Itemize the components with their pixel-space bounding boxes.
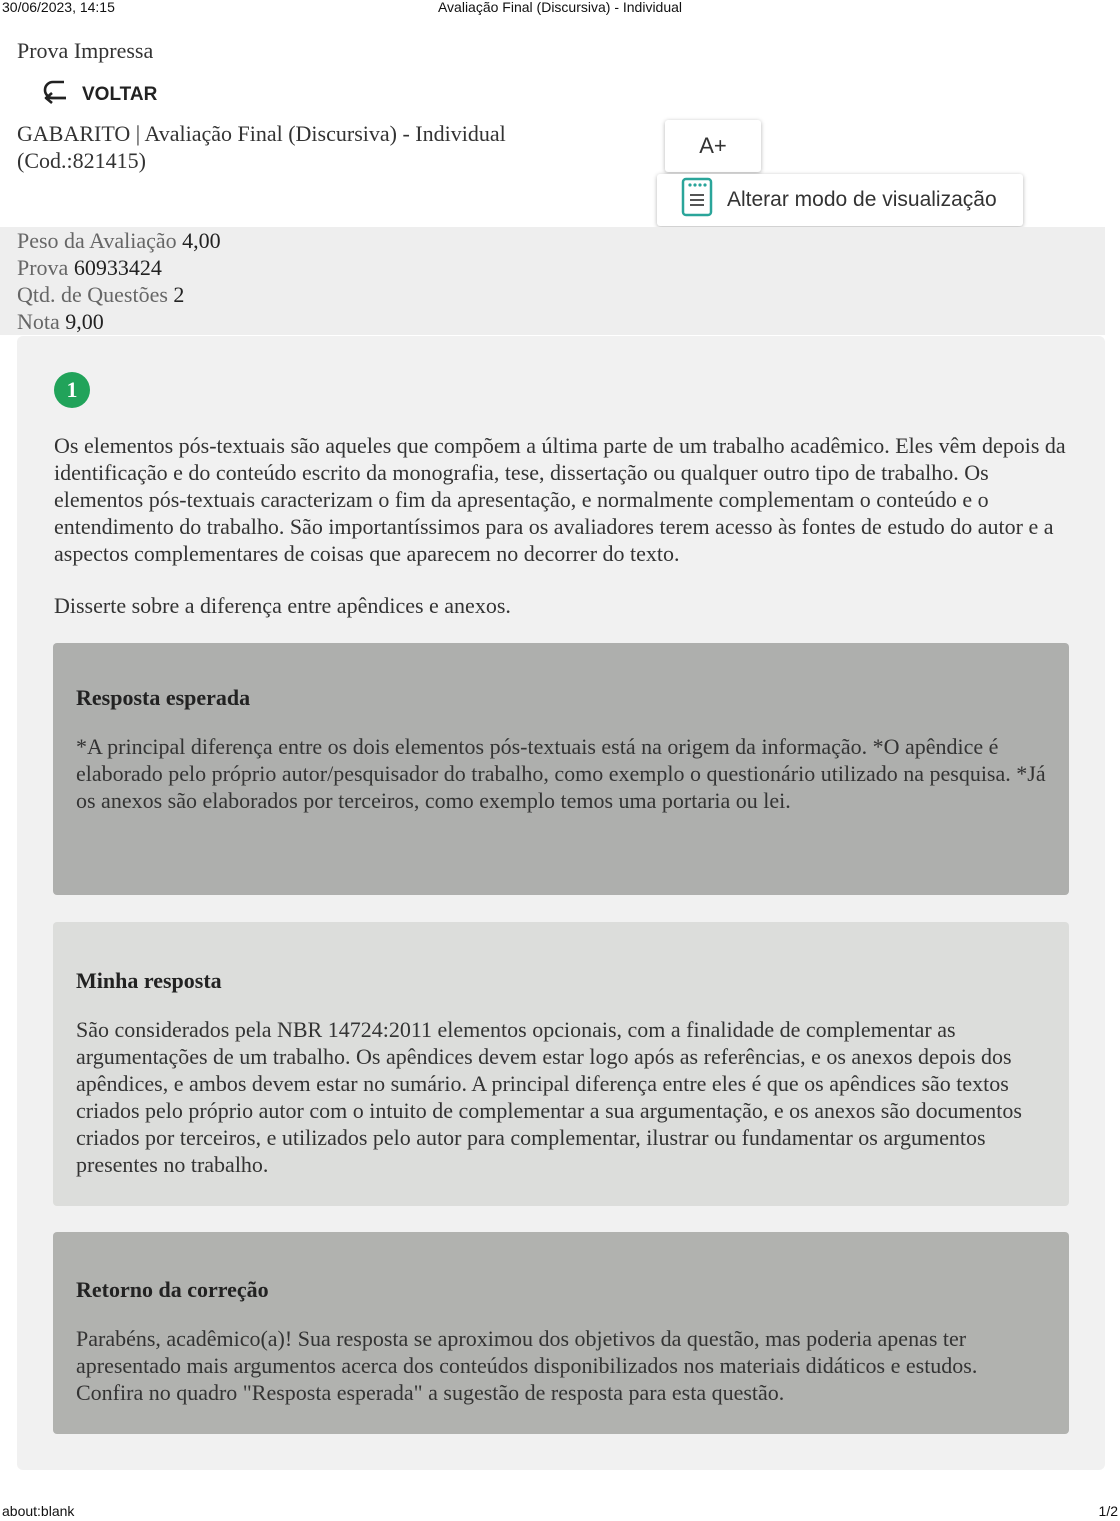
back-button-label: VOLTAR bbox=[82, 84, 158, 105]
info-value: 4,00 bbox=[182, 228, 221, 253]
document-icon bbox=[681, 177, 713, 223]
expected-answer-text: *A principal diferença entre os dois elementos pós-textuais está na origem da informação. *O apêndice é elaborado pelo próprio autor/pesquisador do trabalho, como exemplo o questionário utilizado na pesquisa. *Já os anexos são elaborados por terceiros, como exemplo temos uma portaria ou lei. bbox=[76, 734, 1046, 813]
print-footer bbox=[0, 1501, 1120, 1521]
info-value: 9,00 bbox=[65, 309, 104, 334]
font-increase-button[interactable]: A+ bbox=[665, 120, 761, 172]
info-label: Nota bbox=[17, 309, 60, 334]
exam-info bbox=[17, 227, 221, 335]
my-answer-title: Minha resposta bbox=[76, 968, 222, 993]
back-button[interactable] bbox=[42, 78, 157, 112]
info-value: 60933424 bbox=[73, 255, 162, 280]
info-value: 2 bbox=[173, 282, 185, 307]
my-answer-text: São considerados pela NBR 14724:2011 elementos opcionais, com a finalidade de complementar as argumentações de um trabalho. Os apêndices devem estar logo após as referências, e os anexos depois dos apêndices, e ambos devem estar no sumário. A principal diferença entre eles é que os apêndices são textos criados pelo próprio autor com o intuito de complementar a sua argumentação, e os anexos são documentos criados por terceiros, e utilizados pelo autor para complementar, ilustrar ou fundamentar os argumentos presentes no trabalho. bbox=[76, 1017, 1022, 1177]
info-weight bbox=[17, 227, 221, 254]
question-number-badge: 1 bbox=[54, 372, 90, 408]
page-title: Prova Impressa bbox=[17, 38, 154, 63]
view-mode-button[interactable] bbox=[657, 174, 1023, 226]
question-text: Os elementos pós-textuais são aqueles que compõem a última parte de um trabalho acadêmico. Eles vêm depois da identificação e do conteúdo escrito da monografia, tese, dissertação ou qualquer outro tipo de trabalho. Os elementos pós-textuais caracterizam o fim da apresentação, e normalmente complementam o conteúdo e o entendimento do trabalho. São importantíssimos para os avaliadores terem acesso às fontes de estudo do autor e a aspectos complementares de coisas que aparecem no decorrer do texto. bbox=[54, 433, 1066, 566]
return-arrow-icon bbox=[42, 78, 74, 112]
info-grade bbox=[17, 308, 221, 335]
feedback-title: Retorno da correção bbox=[76, 1277, 269, 1302]
expected-answer-box bbox=[53, 643, 1069, 895]
info-label: Prova bbox=[17, 255, 69, 280]
print-header bbox=[0, 0, 1120, 16]
expected-answer-title: Resposta esperada bbox=[76, 685, 251, 710]
info-question-count bbox=[17, 281, 221, 308]
print-url: about:blank bbox=[2, 1503, 75, 1519]
feedback-text: Parabéns, acadêmico(a)! Sua resposta se aproximou dos objetivos da questão, mas poderia apenas ter apresentado mais argumentos acerca dos conteúdos disponibilizados nos materiais didáticos e estudos. Confira no quadro "Resposta esperada" a sugestão de resposta para esta questão. bbox=[76, 1326, 978, 1405]
info-label: Qtd. de Questões bbox=[17, 282, 168, 307]
info-exam-id bbox=[17, 254, 221, 281]
view-mode-label: Alterar modo de visualização bbox=[727, 188, 997, 211]
question-prompt: Disserte sobre a diferença entre apêndices e anexos. bbox=[54, 593, 511, 618]
exam-title: GABARITO | Avaliação Final (Discursiva) - Individual (Cod.:821415) bbox=[17, 121, 506, 173]
info-label: Peso da Avaliação bbox=[17, 228, 177, 253]
print-title: Avaliação Final (Discursiva) - Individual bbox=[437, 0, 683, 15]
print-datetime: 30/06/2023, 14:15 bbox=[2, 0, 115, 15]
feedback-box bbox=[53, 1232, 1069, 1434]
my-answer-box bbox=[53, 922, 1069, 1206]
print-page-number: 1/2 bbox=[1098, 1503, 1118, 1519]
question-card bbox=[17, 336, 1105, 1470]
